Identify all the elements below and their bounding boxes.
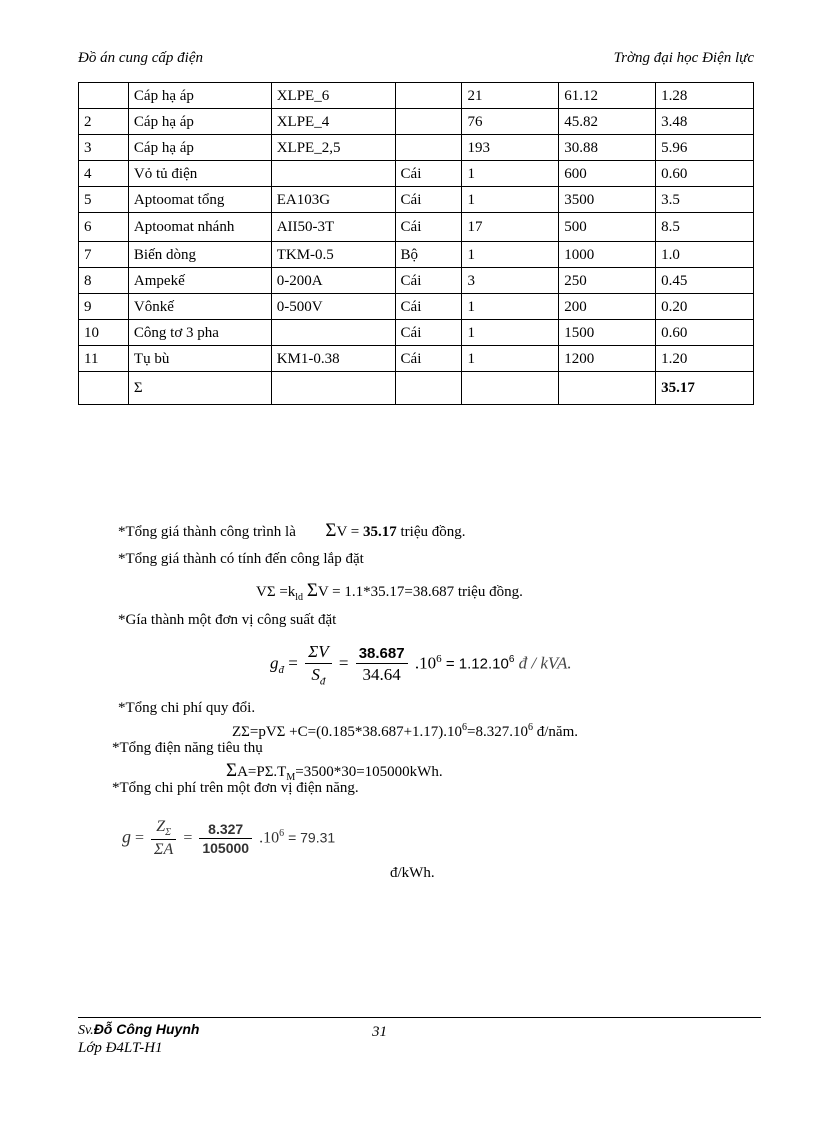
footer-page-number: 31 [372, 1024, 387, 1040]
text-line-install-cost: *Tổng giá thành có tính đến công lắp đặt [118, 551, 364, 567]
table-row [79, 268, 754, 294]
cell-type: EA103G [271, 187, 395, 213]
cell-qty: 3 [462, 268, 559, 294]
cell-price: 200 [559, 294, 656, 320]
cell-qty: 1 [462, 346, 559, 372]
cell-amount: 0.60 [656, 320, 754, 346]
table-body [79, 83, 754, 372]
cell-name: Biến dòng [128, 242, 271, 268]
table-row [79, 294, 754, 320]
cell-no [79, 83, 129, 109]
text-line-unit-energy-cost: *Tổng chi phí trên một đơn vị điện năng. [112, 780, 359, 796]
header-left: Đồ án cung cấp điện [78, 50, 203, 66]
cell-amount: 1.20 [656, 346, 754, 372]
formula-unit-energy-cost: g = $\frac{Z_\Sigma}{\Sigma A}$ = $\frac{8.327}{105000}$ $.10^6 = 79.31$ [122, 818, 336, 859]
cell-no: 11 [79, 346, 129, 372]
cell-name: Công tơ 3 pha [128, 320, 271, 346]
cell-price: 1200 [559, 346, 656, 372]
total-cost-value: 35.17 [362, 524, 397, 540]
text-line-converted-cost: *Tổng chi phí quy đổi. [118, 700, 256, 716]
formula-converted-cost: $Z\Sigma=pV\Sigma +C=(0.185*38.687+1.17).10^6=8.327.10^6$ đ/năm. [232, 722, 579, 740]
cell-no: 2 [79, 109, 129, 135]
text-line-total-cost: *Tổng giá thành công trình là ΣV = 35.17 triệu đồng. [118, 520, 466, 541]
cell-name: Cáp hạ áp [128, 83, 271, 109]
cell-name: Aptoomat nhánh [128, 213, 271, 242]
cell-amount: 3.5 [656, 187, 754, 213]
cell-price: 61.12 [559, 83, 656, 109]
cell-price: 1500 [559, 320, 656, 346]
table-row [79, 83, 754, 109]
cell-amount: 1.0 [656, 242, 754, 268]
cell-price: 1000 [559, 242, 656, 268]
cell-no: 6 [79, 213, 129, 242]
equipment-cost-table [78, 82, 754, 405]
fraction-z-over-a: $\frac{Z_\Sigma}{\Sigma A}$ [151, 818, 176, 859]
cell-unit: Cái [395, 346, 462, 372]
cell-name: Vônkế [128, 294, 271, 320]
cell-qty: 17 [462, 213, 559, 242]
table-row [79, 242, 754, 268]
table-row [79, 346, 754, 372]
cell-qty: 1 [462, 320, 559, 346]
cell-qty: 1 [462, 187, 559, 213]
fraction-energy-values: $\frac{8.327}{105000}$ [199, 821, 252, 856]
cell-name: Cáp hạ áp [128, 135, 271, 161]
cell-amount: 5.96 [656, 135, 754, 161]
cell-type: XLPE_2,5 [271, 135, 395, 161]
cell-type: TKM-0.5 [271, 242, 395, 268]
table-total-row [79, 372, 754, 405]
cell-name: Ampekế [128, 268, 271, 294]
text-line-unit-cost: *Gía thành một đơn vị công suất đặt [118, 612, 337, 628]
cell-unit: Bộ [395, 242, 462, 268]
formula-unit-capacity-cost: $g_đ$ = $\frac{\Sigma V}{S_đ}$ = $\frac{38.687}{34.64}$ $.10^6 = 1.12.10^6$ đ / kVA. [270, 642, 572, 688]
cell-type [271, 320, 395, 346]
cell-unit: Cái [395, 187, 462, 213]
cell-unit: Cái [395, 268, 462, 294]
cell-name: Vỏ tủ điện [128, 161, 271, 187]
cell-type [271, 161, 395, 187]
fraction-values: $\frac{38.687}{34.64}$ [356, 645, 408, 685]
table-row [79, 161, 754, 187]
cell-price: 3500 [559, 187, 656, 213]
cell-no: 8 [79, 268, 129, 294]
cell-name: Tụ bù [128, 346, 271, 372]
cell-qty: 193 [462, 135, 559, 161]
text-line-energy-consumption: *Tổng điện năng tiêu thụ [112, 740, 263, 756]
cell-unit [395, 83, 462, 109]
cell-type: 0-200A [271, 268, 395, 294]
table-row [79, 213, 754, 242]
total-symbol: Σ [128, 372, 271, 405]
cell-amount: 8.5 [656, 213, 754, 242]
cell-qty: 1 [462, 294, 559, 320]
cell-no: 4 [79, 161, 129, 187]
table-row [79, 320, 754, 346]
cell-type: XLPE_6 [271, 83, 395, 109]
footer-class: Lớp Đ4LT-H1 [78, 1040, 163, 1056]
cell-qty: 1 [462, 242, 559, 268]
cell-unit: Cái [395, 213, 462, 242]
cell-amount: 0.45 [656, 268, 754, 294]
cell-price: 250 [559, 268, 656, 294]
cell-amount: 0.20 [656, 294, 754, 320]
cell-no: 9 [79, 294, 129, 320]
footer-student: Sv.Đỗ Công Huynh [78, 1021, 200, 1038]
header-right: Trờng đại học Điện lực [613, 50, 754, 66]
table-row [79, 109, 754, 135]
table-row [79, 187, 754, 213]
cell-qty: 1 [462, 161, 559, 187]
table-row [79, 135, 754, 161]
cell-no: 3 [79, 135, 129, 161]
cell-type: 0-500V [271, 294, 395, 320]
cell-unit [395, 135, 462, 161]
cell-type: KM1-0.38 [271, 346, 395, 372]
cell-type: AII50-3T [271, 213, 395, 242]
cell-type: XLPE_4 [271, 109, 395, 135]
cell-no: 10 [79, 320, 129, 346]
formula-energy-consumption: $\Sigma A=P\Sigma.T_M=3500*30=105000kWh$. [226, 760, 443, 783]
cell-price: 45.82 [559, 109, 656, 135]
cell-unit [395, 109, 462, 135]
cell-amount: 0.60 [656, 161, 754, 187]
formula-install-cost: $V\Sigma =k_{ld}$ ΣV = 1.1*35.17=38.687 triệu đồng. [256, 580, 523, 603]
fraction-sv-over-sd: $\frac{\Sigma V}{S_đ}$ [305, 642, 332, 687]
footer-divider [78, 1017, 761, 1018]
cell-price: 600 [559, 161, 656, 187]
unit-energy-cost-unit: đ/kWh. [390, 865, 435, 881]
total-value: 35.17 [656, 372, 754, 405]
cell-no: 7 [79, 242, 129, 268]
cell-price: 30.88 [559, 135, 656, 161]
cell-price: 500 [559, 213, 656, 242]
cell-no: 5 [79, 187, 129, 213]
cell-unit: Cái [395, 320, 462, 346]
cell-qty: 76 [462, 109, 559, 135]
cell-unit: Cái [395, 161, 462, 187]
cell-amount: 1.28 [656, 83, 754, 109]
cell-name: Aptoomat tổng [128, 187, 271, 213]
cell-unit: Cái [395, 294, 462, 320]
cell-amount: 3.48 [656, 109, 754, 135]
cell-name: Cáp hạ áp [128, 109, 271, 135]
cell-qty: 21 [462, 83, 559, 109]
footer-student-name: Đỗ Công Huynh [93, 1021, 200, 1037]
